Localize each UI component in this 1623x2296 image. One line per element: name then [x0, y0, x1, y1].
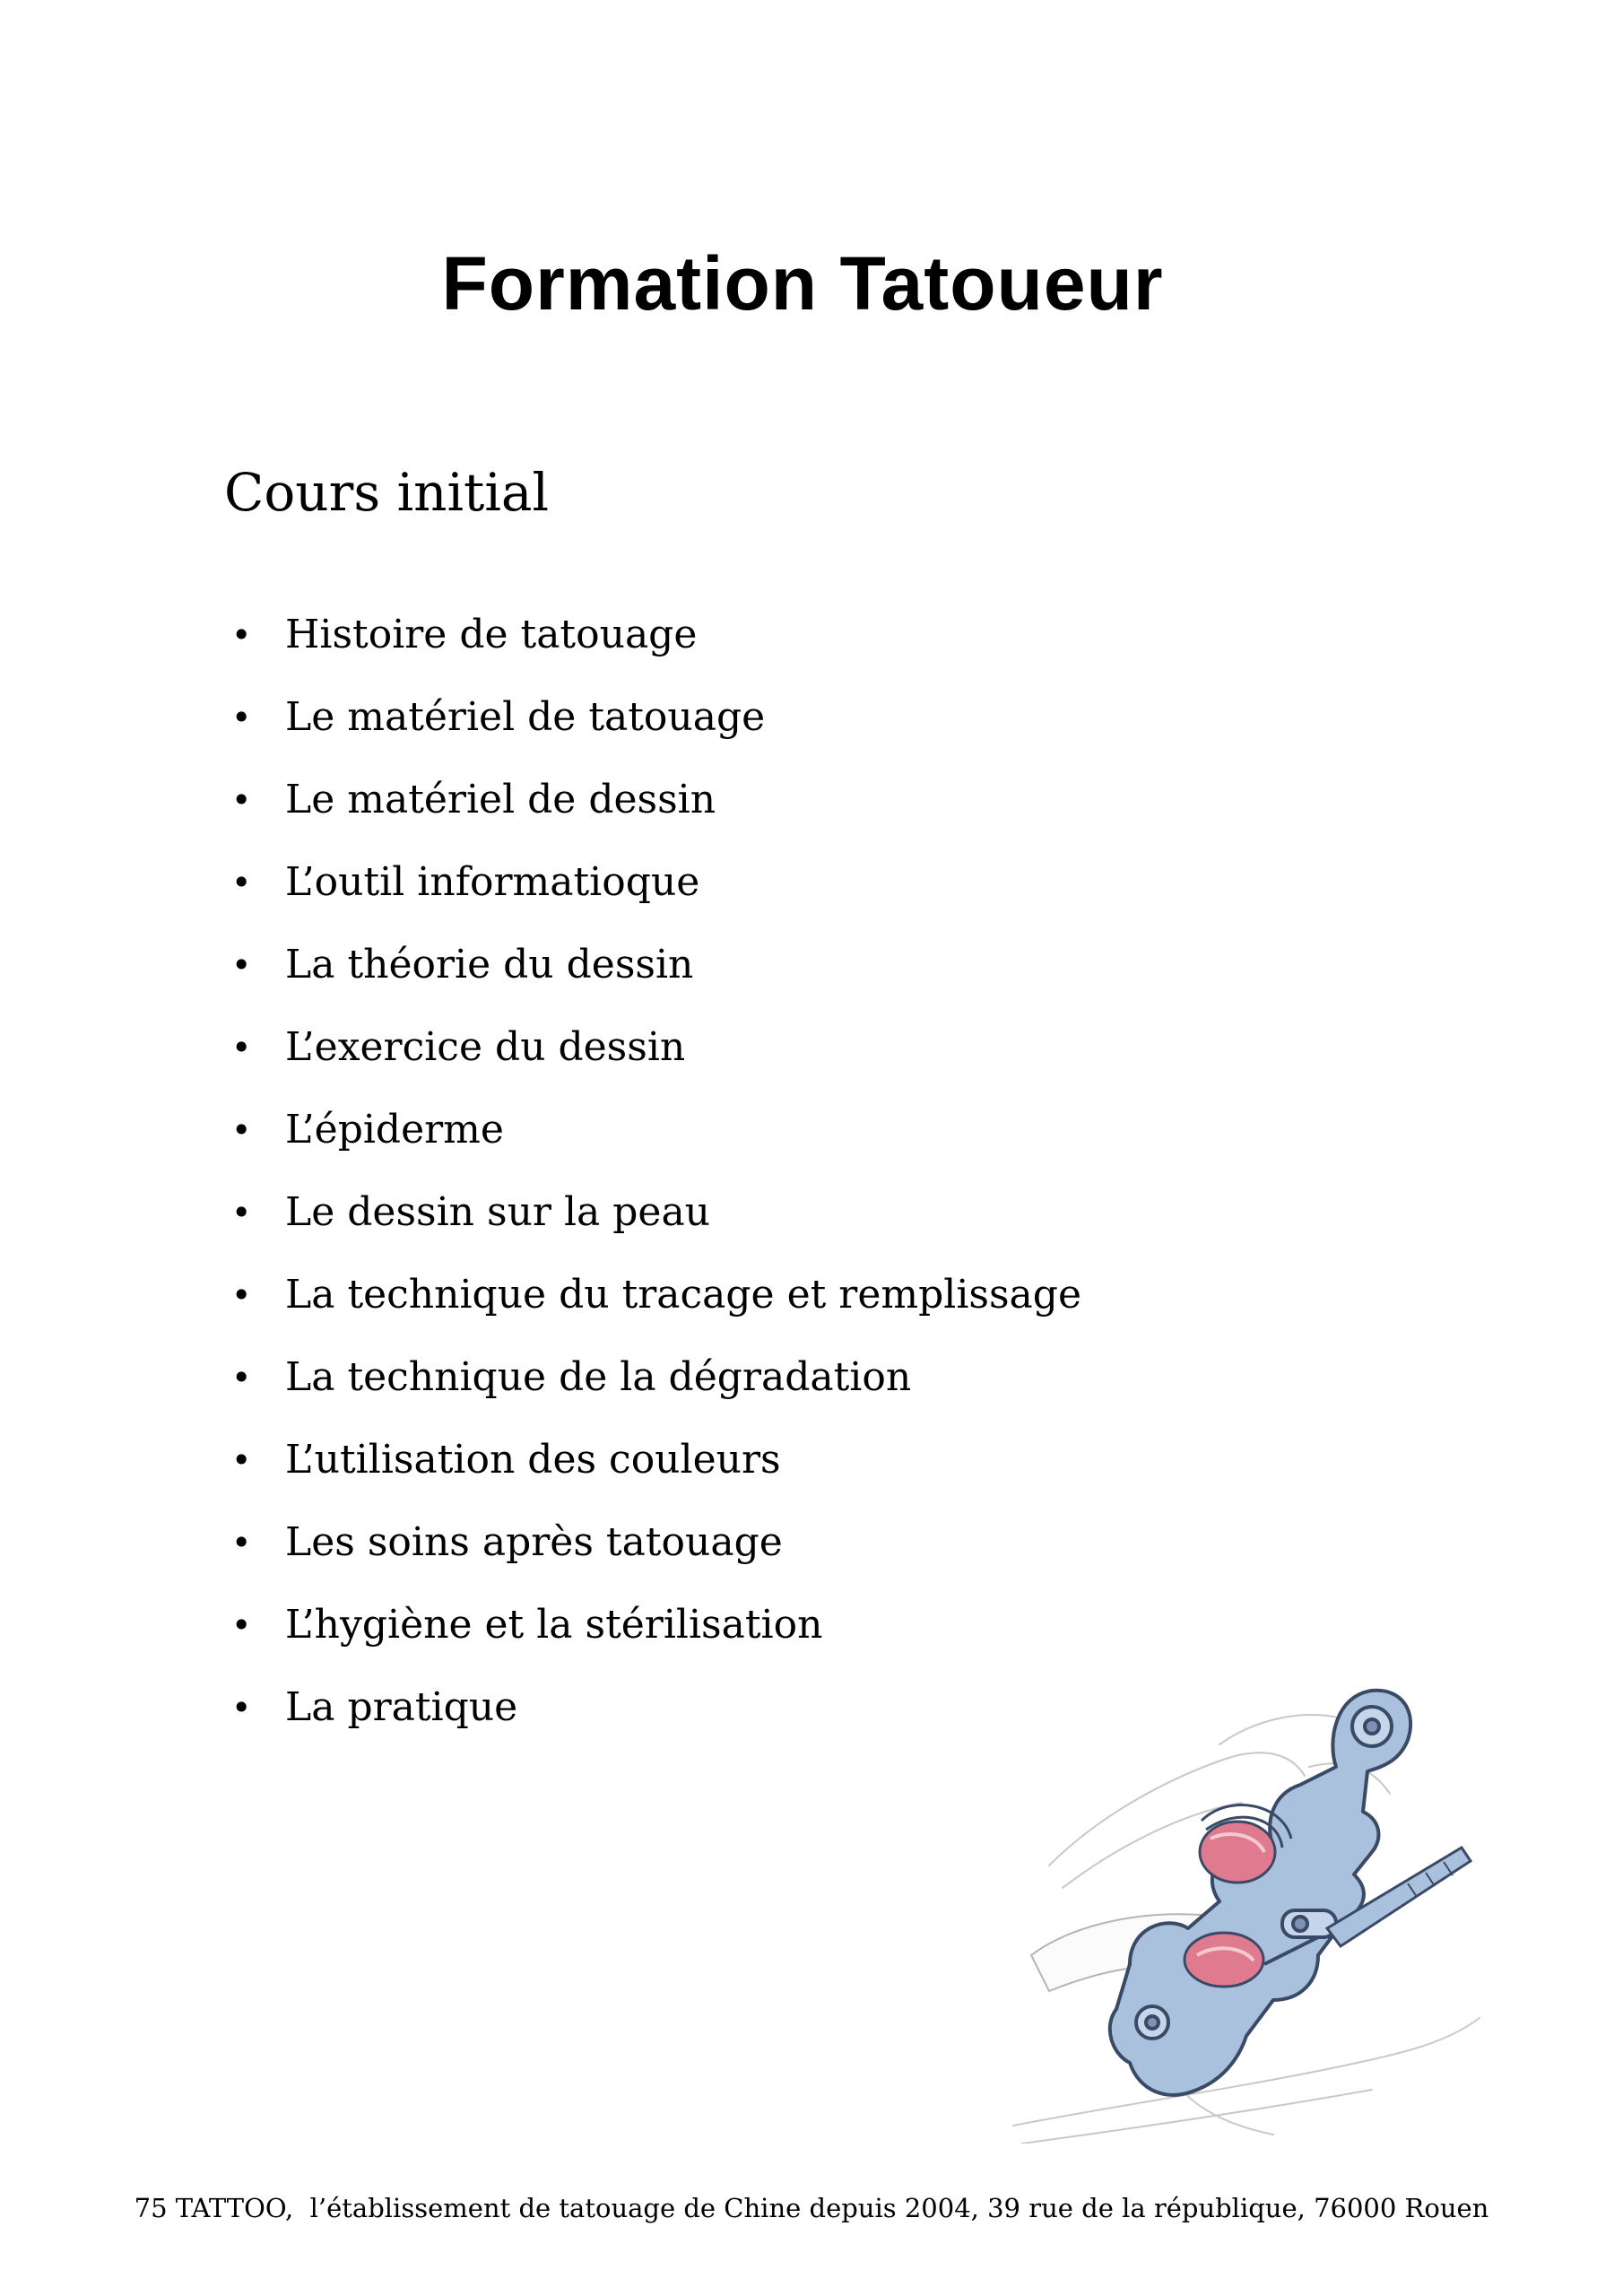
bullet-icon: • [231, 1193, 252, 1232]
list-item [224, 1263, 1081, 1345]
topic-label: Le matériel de dessin [285, 777, 716, 822]
bullet-icon: • [231, 780, 252, 820]
list-item [224, 933, 1081, 1015]
bullet-icon: • [231, 1028, 252, 1067]
topic-label: L’épiderme [285, 1107, 504, 1152]
bullet-icon: • [231, 1523, 252, 1562]
bullet-icon: • [231, 863, 252, 902]
topic-list [224, 603, 1081, 1758]
topic-label: Histoire de tatouage [285, 612, 698, 657]
topic-label: L’utilisation des couleurs [285, 1437, 781, 1483]
bullet-icon: • [231, 1605, 252, 1645]
bullet-icon: • [231, 1275, 252, 1315]
footer-address: 75 TATTOO, l’établissement de tatouage de Chine depuis 2004, 39 rue de la république, 76000 Rouen [134, 2193, 1489, 2223]
list-item [224, 1098, 1081, 1180]
page-title: Formation Tatoueur [441, 241, 1164, 326]
section-heading: Cours initial [224, 462, 550, 523]
topic-label: La théorie du dessin [285, 942, 694, 987]
list-item [224, 1180, 1081, 1263]
list-item [224, 768, 1081, 850]
list-item [224, 1015, 1081, 1098]
bullet-icon: • [231, 945, 252, 985]
topic-label: La technique du tracage et remplissage [285, 1272, 1081, 1318]
topic-label: Le dessin sur la peau [285, 1189, 711, 1235]
bullet-icon: • [231, 1110, 252, 1150]
topic-label: Le matériel de tatouage [285, 694, 766, 740]
topic-label: L’hygiène et la stérilisation [285, 1602, 823, 1648]
bullet-icon: • [231, 1688, 252, 1727]
list-item [224, 1675, 1081, 1758]
list-item [224, 1593, 1081, 1675]
topic-label: La pratique [285, 1684, 518, 1730]
topic-label: La technique de la dégradation [285, 1354, 912, 1400]
tattoo-machine-illustration [995, 1659, 1497, 2144]
list-item [224, 603, 1081, 685]
machine-frame [1110, 1691, 1410, 2095]
topic-label: L’exercice du dessin [285, 1024, 686, 1070]
list-item [224, 1428, 1081, 1510]
list-item [224, 850, 1081, 933]
list-item [224, 1510, 1081, 1593]
topic-label: L’outil informatioque [285, 859, 700, 905]
bullet-icon: • [231, 615, 252, 655]
bullet-icon: • [231, 1358, 252, 1397]
topic-label: Les soins après tatouage [285, 1519, 783, 1565]
list-item [224, 685, 1081, 768]
list-item [224, 1345, 1081, 1428]
bullet-icon: • [231, 698, 252, 737]
bullet-icon: • [231, 1440, 252, 1480]
